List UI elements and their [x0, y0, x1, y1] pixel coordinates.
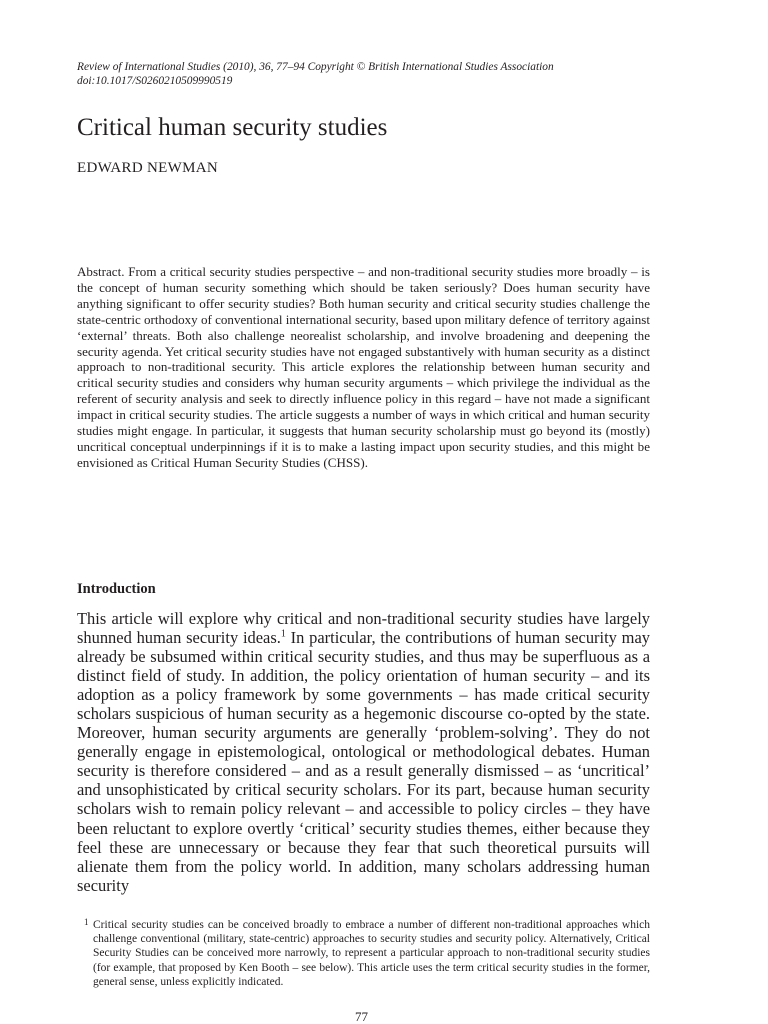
section-heading-introduction: Introduction: [77, 581, 156, 597]
article-title: Critical human security studies: [77, 114, 388, 141]
footnote-text: Critical security studies can be conceived broadly to embrace a number of different non-traditional approaches which challenge conventional (military, state-centric) approaches to security studies and security policy. Alternatively, Critical Security Studies can be conceived more narrowly, to represent a particular approach to non-traditional security studies (for example, that proposed by Ken Booth – see below). This article uses the term critical security studies in the former, general sense, unless explicitly indicated.: [93, 919, 650, 988]
doi-line: doi:10.1017/S0260210509990519: [77, 75, 233, 87]
introduction-paragraph: [77, 609, 650, 895]
abstract-text: From a critical security studies perspective – and non-traditional security studies more broadly – is the concept of human security something which should be taken seriously? Does human security have anything significant to offer security studies? Both human security and critical security studies challenge the state-centric orthodoxy of conventional international security, based upon military defence of territory against ‘external’ threats. Both also challenge neorealist scholarship, and involve broadening and deepening the security agenda. Yet critical security studies have not engaged substantively with human security as a distinct approach to non-traditional security. This article explores the relationship between human security and critical security studies and considers why human security arguments – which privilege the individual as the referent of security analysis and seek to directly influence policy in this regard – have not made a significant impact in critical security studies. The article suggests a number of ways in which critical and human security studies might engage. In particular, it suggests that human security scholarship must go beyond its (mostly) uncritical conceptual underpinnings if it is to make a lasting impact upon security studies, and this might be envisioned as Critical Human Security Studies (CHSS).: [77, 264, 650, 470]
abstract: [77, 264, 650, 471]
footnote: [84, 917, 650, 989]
intro-text-part1: This article will explore why critical and non-traditional security studies have largely shunned human security ideas.: [77, 609, 650, 648]
journal-line: Review of International Studies (2010), 36, 77–94 Copyright © British International Studies Association: [77, 61, 554, 73]
abstract-label: Abstract.: [77, 264, 125, 279]
journal-citation: [77, 60, 652, 88]
author-name: EDWARD NEWMAN: [77, 160, 218, 176]
intro-text-part2: In particular, the contributions of human security may already be subsumed within critical security studies, and thus may be superfluous as a distinct field of study. In addition, the policy orientation of human security – and its adoption as a policy framework by some governments – has made critical security scholars suspicious of human security as a hegemonic discourse co-opted by the state. Moreover, human security arguments are generally ‘problem-solving’. They do not generally engage in epistemological, ontological or methodological debates. Human security is therefore considered – and as a result generally dismissed – as ‘uncritical’ and unsophisticated by critical security scholars. For its part, because human security scholars wish to remain policy relevant – and accessible to policy circles – they have been reluctant to explore overtly ‘critical’ security studies themes, either because they feel these are unnecessary or because they fear that such theoretical pursuits will alienate them from the policy world. In addition, many scholars addressing human security: [77, 628, 650, 895]
footnote-number: 1: [84, 917, 89, 927]
page-number: 77: [355, 1009, 368, 1024]
footnote-reference[interactable]: 1: [280, 628, 286, 640]
